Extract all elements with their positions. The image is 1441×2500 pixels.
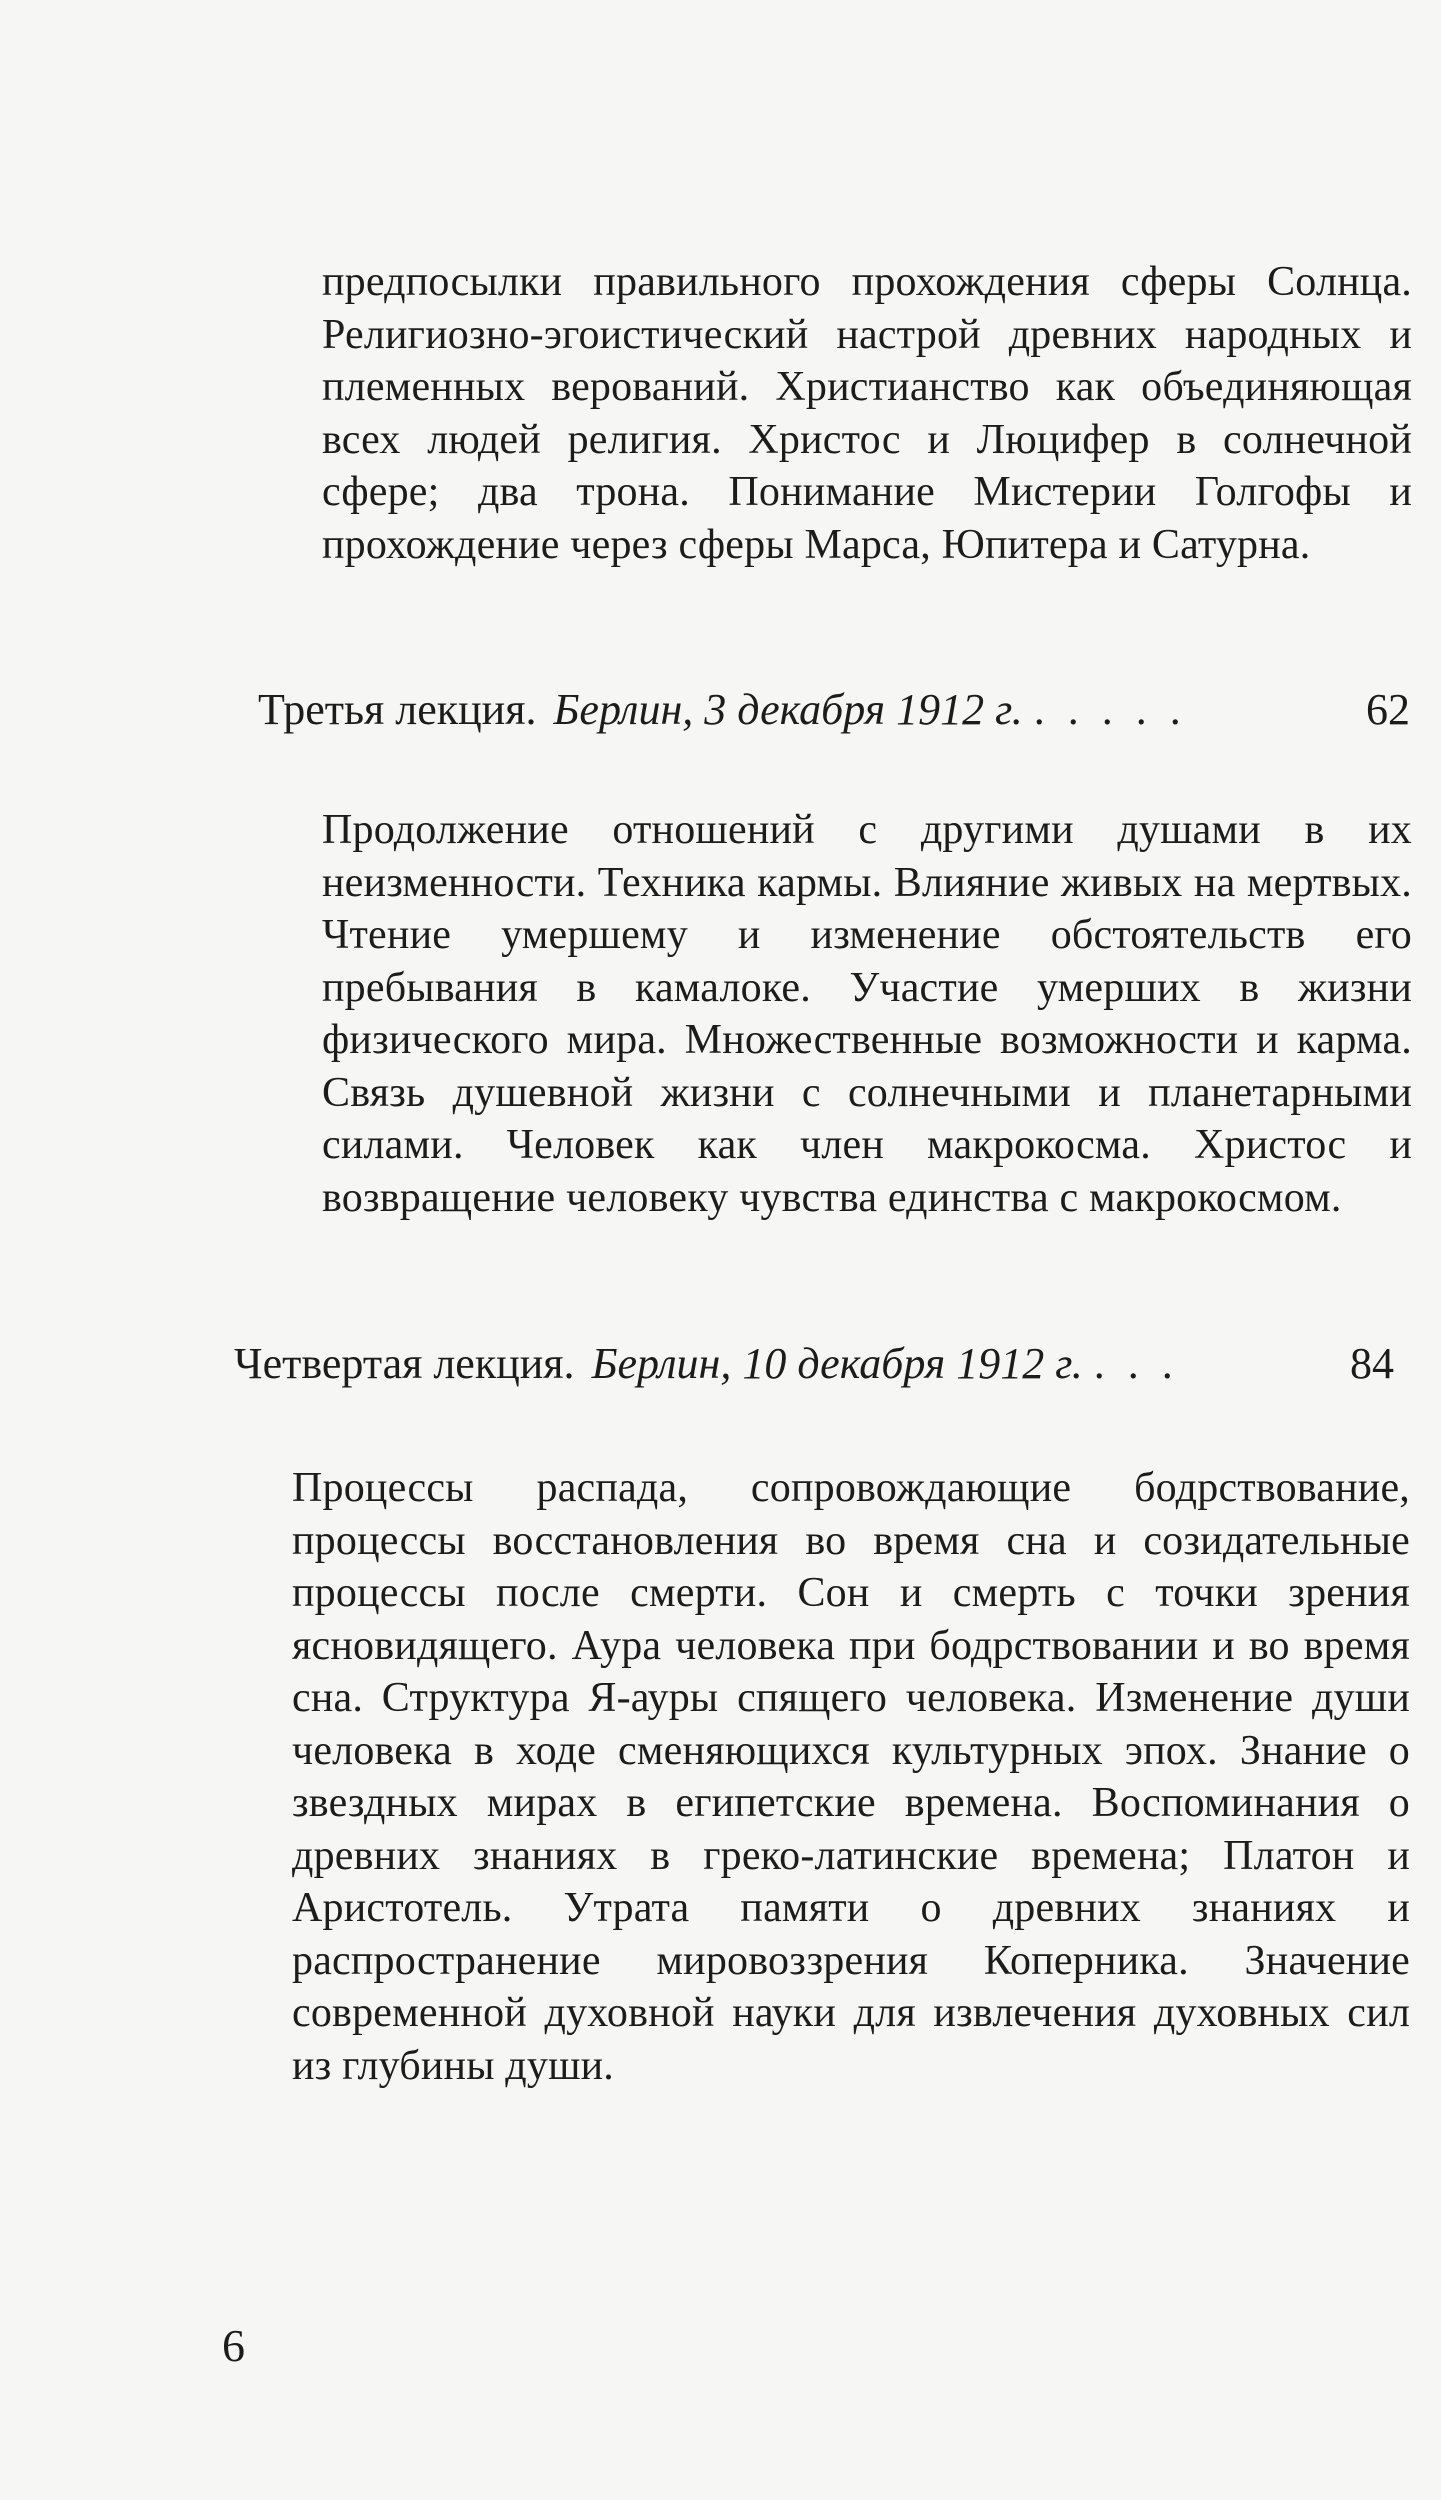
lecture-4-title: Четвертая лекция. (234, 1339, 575, 1388)
lecture-3-place-date: Берлин, 3 декабря 1912 г. (553, 685, 1023, 734)
lecture-4-page-number: 84 (1350, 1339, 1394, 1388)
lecture-3-leader-dots: . . . . . (1033, 685, 1187, 734)
intro-paragraph: предпосылки правильного прохождения сферы Солнца. Религиозно-эгоистический настрой древних народных и племенных верований. Христианство как объединяющая всех людей религия. Христос и Люцифер в солнечной сфере; два трона. Понимание Мистерии Голгофы и прохождение через сферы Марса, Юпитера и Сатурна. (322, 259, 1412, 568)
lecture-3-title: Третья лекция. (258, 685, 537, 734)
page-number: 6 (222, 2320, 245, 2371)
lecture-4-place-date: Берлин, 10 декабря 1912 г. (591, 1339, 1083, 1388)
lecture-4-summary: Процессы распада, сопровождающие бодрствование, процессы восстановления во время сна и созидательные процессы после смерти. Сон и смерть с точки зрения ясновидящего. Аура человека при бодрствовании и во время сна. Структура Я-ауры спящего человека. Изменение души человека в ходе сменяющихся культурных эпох. Знание о звездных мирах в египетские времена. Воспоминания о древних знаниях в греко-латинские времена; Платон и Аристотель. Утрата памяти о древних знаниях и распространение мировоззрения Коперника. Значение современной духовной науки для извлечения духовных сил из глубины души. (292, 1465, 1410, 2089)
lecture-4-heading (234, 1336, 1394, 1392)
lecture-3-summary: Продолжение отношений с другими душами в их неизменности. Техника кармы. Влияние живых на мертвых. Чтение умершему и изменение обстоятельств его пребывания в камалоке. Участие умерших в жизни физического мира. Множественные возможности и карма. Связь душевной жизни с солнечными и планетарными силами. Человек как член макрокосма. Христос и возвращение человеку чувства единства с макрокосмом. (322, 807, 1412, 1221)
lecture-4-leader-dots: . . . (1093, 1339, 1179, 1388)
lecture-3-heading (258, 682, 1410, 738)
lecture-3-page-number: 62 (1366, 685, 1410, 734)
